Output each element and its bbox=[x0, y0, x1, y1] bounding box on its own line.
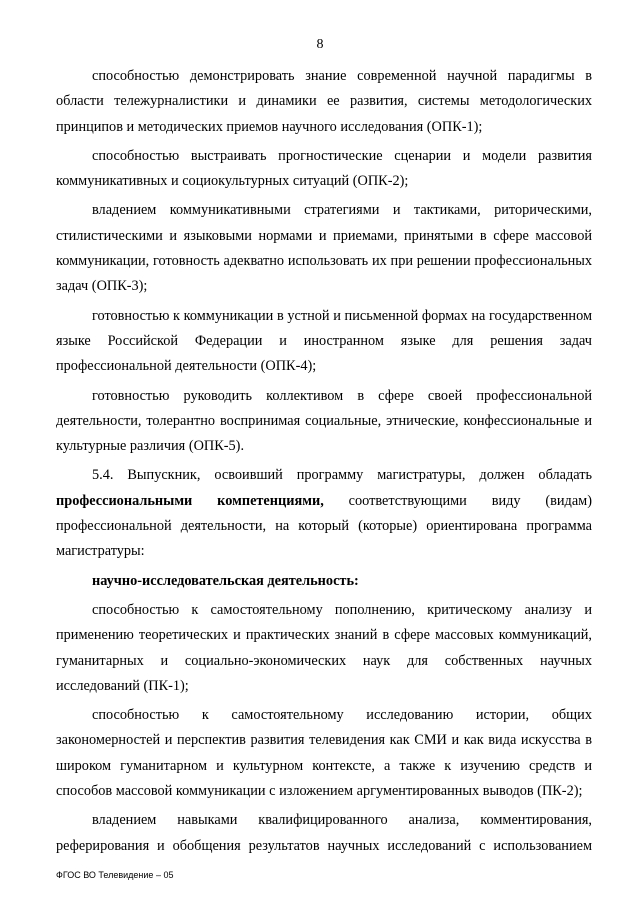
paragraph-opk-1: способностью демонстрировать знание современной научной парадигмы в области тележурналистики и динамики ее развития, системы методологических принципов и методических приемов научного исследования (ОПК-1); bbox=[56, 68, 592, 135]
paragraph-opk-3: владением коммуникативными стратегиями и тактиками, риторическими, стилистическими и языковыми нормами и приемами, принятыми в сфере массовой коммуникации, готовность адекватно использовать их при решении профессиональных задач (ОПК-3); bbox=[56, 202, 592, 295]
section-5-4-prefix: 5.4. Выпускник, освоивший программу магистратуры, должен обладать bbox=[92, 467, 592, 484]
paragraph-section-5-4 bbox=[56, 463, 592, 564]
page-number: 8 bbox=[316, 37, 324, 52]
paragraph-opk-4: готовностью к коммуникации в устной и письменной формах на государственном языке Российской Федерации и иностранном языке для решения задач профессиональной деятельности (ОПК-4); bbox=[56, 307, 592, 375]
paragraph-pk-1: способностью к самостоятельному пополнению, критическому анализу и применению теоретических и практических знаний в сфере массовых коммуникаций, гуманитарных и социально-экономических наук для собственных научных исследований (ПК-1); bbox=[56, 601, 592, 694]
activity-heading: научно-исследовательская деятельность: bbox=[92, 572, 359, 589]
section-5-4-suffix: соответствующими виду (видам) профессиональной деятельности, на который (которые) ориентирована программа магистратуры: bbox=[56, 492, 592, 560]
footer-label: ФГОС ВО Телевидение – 05 bbox=[56, 870, 174, 880]
document-body bbox=[56, 64, 592, 863]
paragraph-pk-3-start: владением навыками квалифицированного анализа, комментирования, реферирования и обобщения результатов научных исследований с использованием bbox=[56, 812, 592, 854]
paragraph-pk-2: способностью к самостоятельному исследованию истории, общих закономерностей и перспектив развития телевидения как СМИ и как вида искусства в широком гуманитарном и культурном контексте, а также к изучению средств и способов массовой коммуникации с изложением аргументированных выводов (ПК-2); bbox=[56, 707, 592, 800]
section-5-4-bold-term: профессиональными компетенциями, bbox=[56, 492, 324, 509]
paragraph-opk-2: способностью выстраивать прогностические сценарии и модели развития коммуникативных и социокультурных ситуаций (ОПК-2); bbox=[56, 147, 592, 190]
paragraph-opk-5: готовностью руководить коллективом в сфере своей профессиональной деятельности, толерантно воспринимая социальные, этнические, конфессиональные и культурные различия (ОПК-5). bbox=[56, 387, 592, 455]
